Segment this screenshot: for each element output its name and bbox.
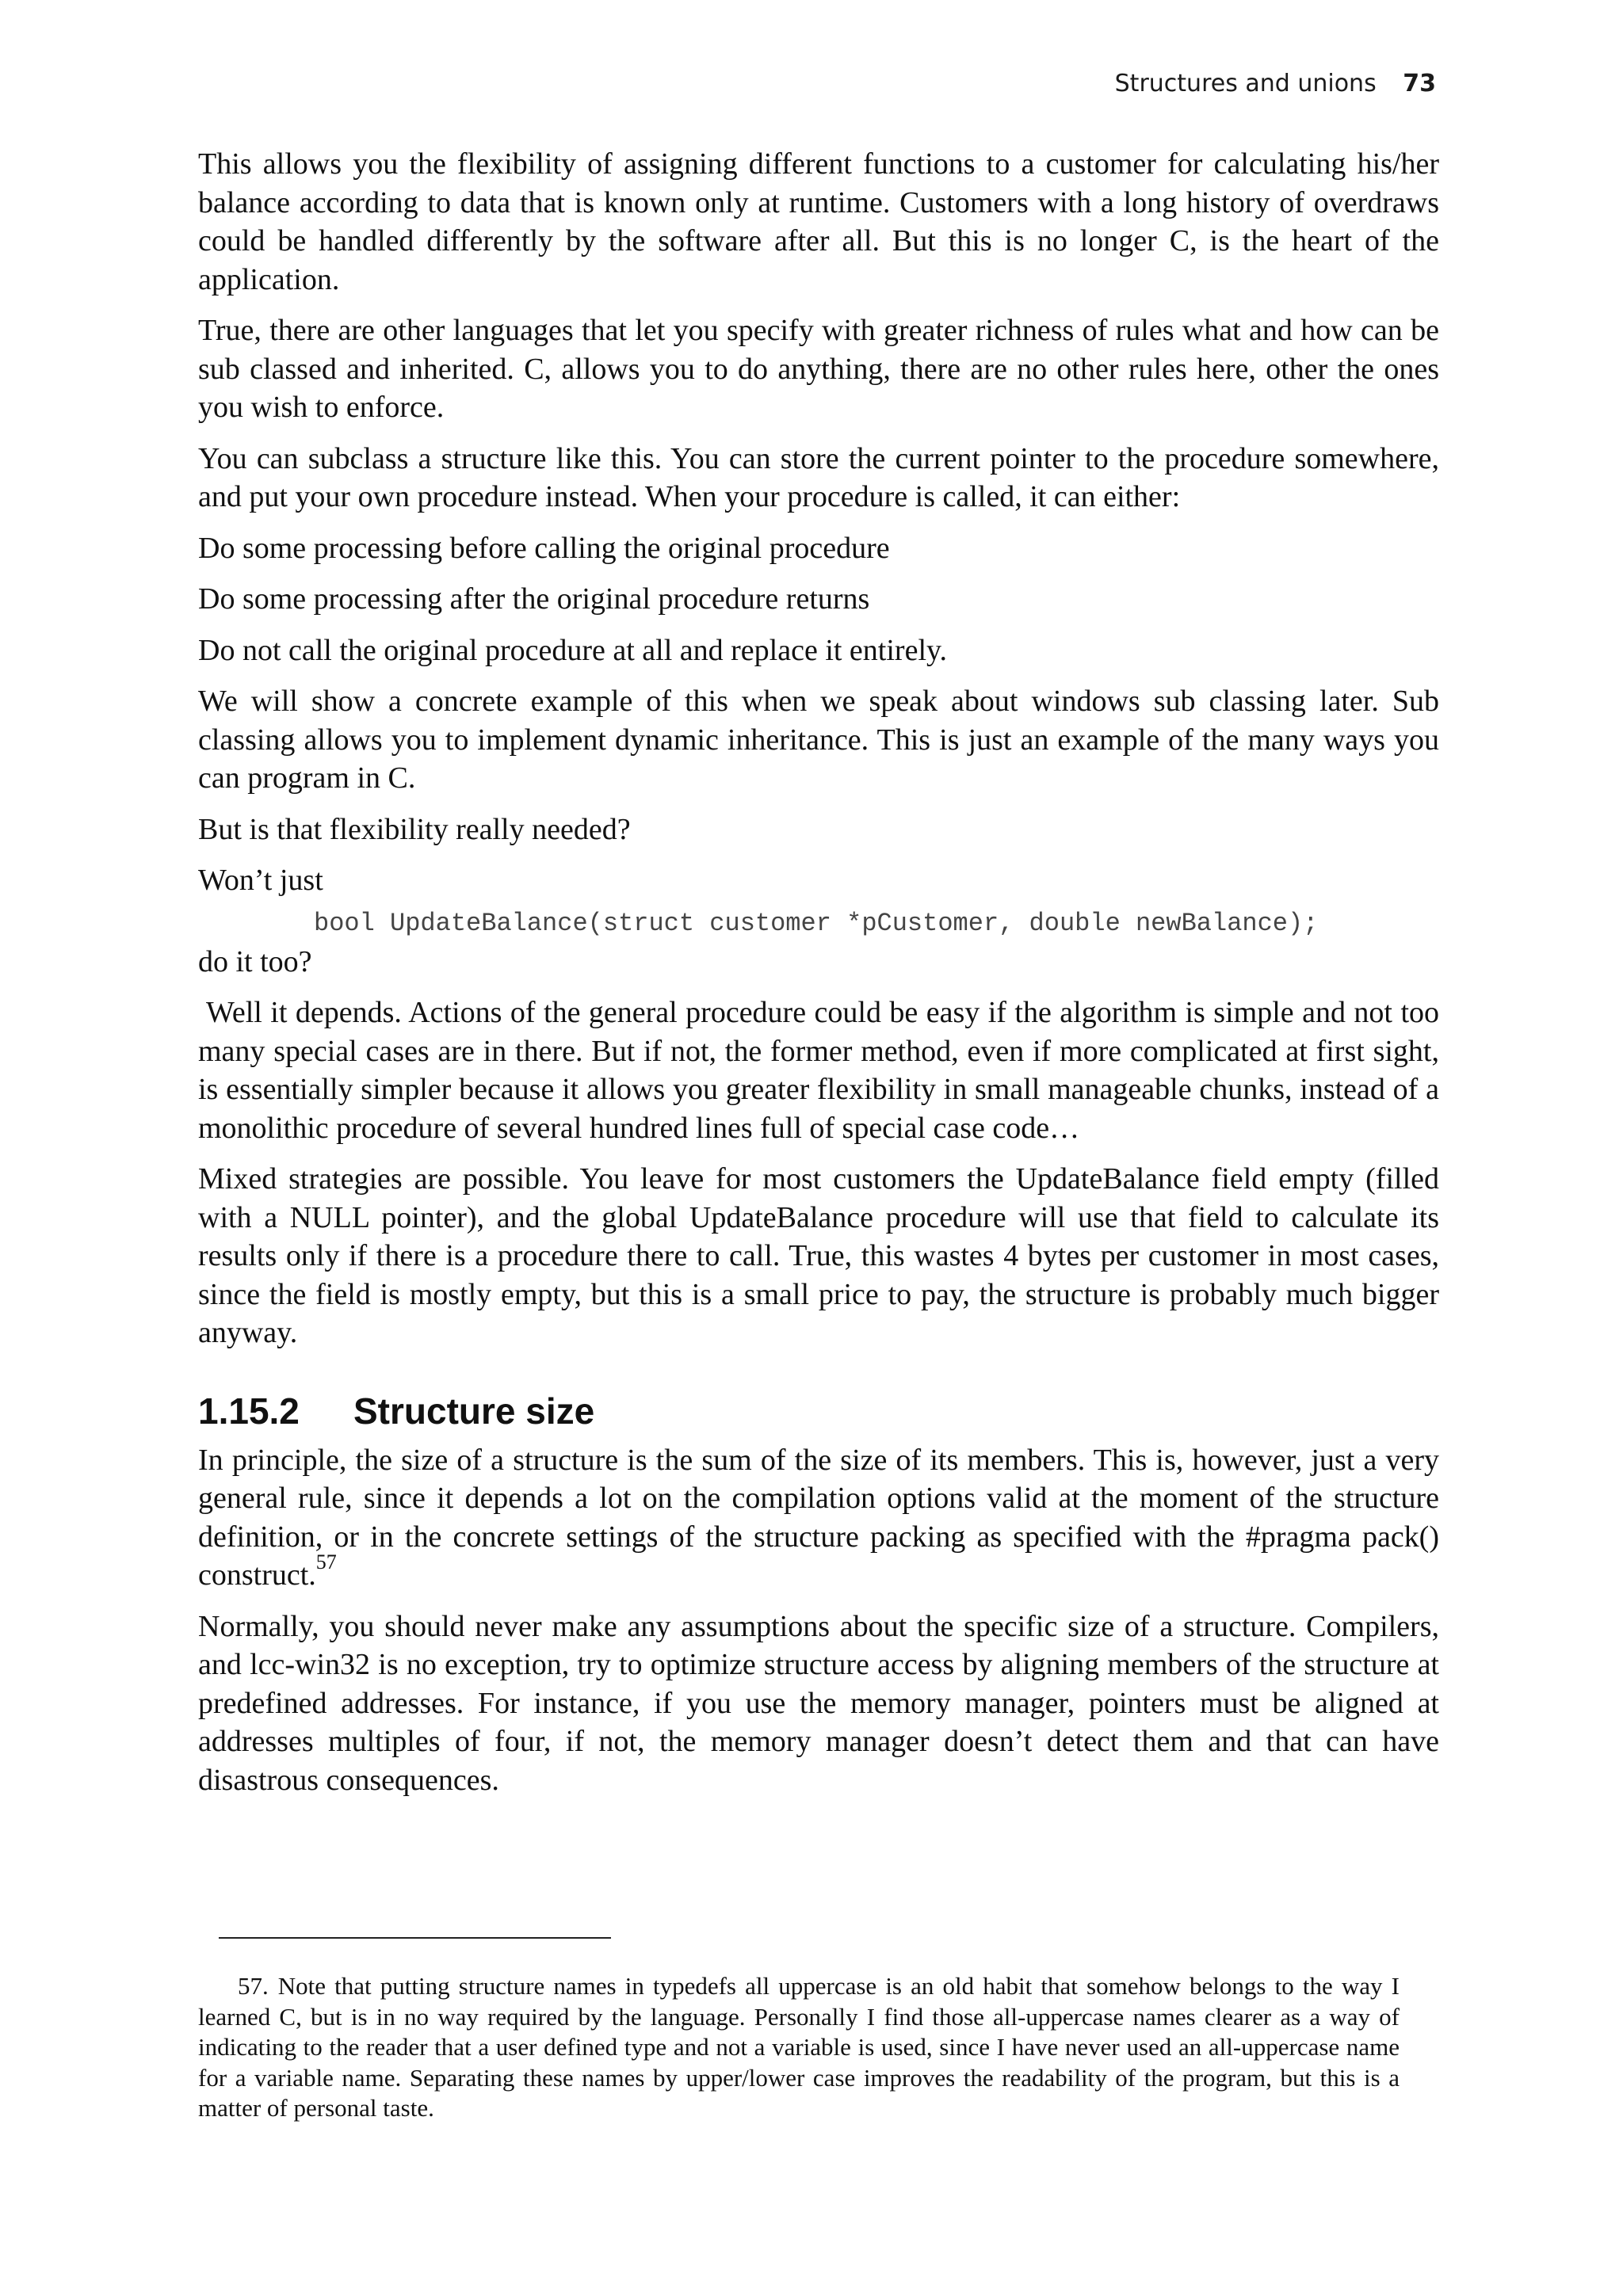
body-paragraph: We will show a concrete example of this when we speak about windows sub classing later. Sub classing allows you to implement dynamic inheritance. This is just an example of the many ways you can program in C. <box>198 685 1439 795</box>
footnote-reference[interactable]: 57 <box>315 1550 337 1574</box>
body-paragraph-text: In principle, the size of a structure is the sum of the size of its members. This is, however, just a very general rule, since it depends a lot on the compilation options valid at the moment of the structure definition, or in the concrete settings of the structure packing as specified with the #pragma pack() construct. <box>198 1443 1439 1592</box>
body-paragraph: do it too? <box>198 944 312 978</box>
section-number: 1.15.2 <box>198 1390 300 1432</box>
section-title: Structure size <box>353 1390 595 1432</box>
footnote-number: 57. <box>238 1972 269 2000</box>
running-header-title: Structures and unions <box>1114 70 1377 97</box>
list-line: Do not call the original procedure at all and replace it entirely. <box>198 633 948 667</box>
body-paragraph: This allows you the flexibility of assigning different functions to a customer for calculating his/her balance according to data that is known only at runtime. Customers with a long history of overdraws could be handled differently by the software after all. But this is no longer C, is the heart of the application. <box>198 147 1439 296</box>
page-number: 73 <box>1403 70 1436 97</box>
list-line: Do some processing before calling the original procedure <box>198 531 890 565</box>
body-paragraph: But is that flexibility really needed? <box>198 812 631 846</box>
body-paragraph: Normally, you should never make any assumptions about the specific size of a structure. Compilers, and lcc-win32 is no exception, try to optimize structure access by aligning members of the structure at predefined addresses. For instance, if you use the memory manager, pointers must be aligned at addresses multiples of four, if not, the memory manager doesn’t detect them and that can have disastrous consequences. <box>198 1609 1439 1797</box>
body-paragraph: You can subclass a structure like this. You can store the current pointer to the procedure somewhere, and put your own procedure instead. When your procedure is called, it can either: <box>198 441 1439 513</box>
footnote-separator <box>219 1937 611 1939</box>
running-header <box>1115 70 1436 97</box>
body-paragraph: Well it depends. Actions of the general procedure could be easy if the algorithm is simple and not too many special cases are in there. But if not, the former method, even if more complicated at first sight, is essentially simpler because it allows you greater flexibility in small manageable chunks, instead of a monolithic procedure of several hundred lines full of special case code… <box>198 996 1439 1145</box>
footnote-text: Note that putting structure names in typedefs all uppercase is an old habit that somehow belongs to the way I learned C, but is in no way required by the language. Personally I find those all-uppercase names clearer as a way of indicating to the reader that a user defined type and not a variable is used, since I have never used an all-uppercase name for a variable name. Separating these names by upper/lower case improves the readability of the program, but this is a matter of personal taste. <box>198 1972 1400 2122</box>
code-block: bool UpdateBalance(struct customer *pCustomer, double newBalance); <box>314 908 1319 938</box>
body-paragraph: True, there are other languages that let you specify with greater richness of rules what and how can be sub classed and inherited. C, allows you to do anything, there are no other rules here, other the ones you wish to enforce. <box>198 314 1439 424</box>
body-paragraph: Won’t just <box>198 864 323 897</box>
section-heading <box>198 1389 1439 1433</box>
body-paragraph <box>198 1441 1439 1595</box>
footnote <box>198 1971 1400 2124</box>
page-body <box>198 145 1439 1812</box>
list-line: Do some processing after the original procedure returns <box>198 582 870 616</box>
body-paragraph: Mixed strategies are possible. You leave for most customers the UpdateBalance field empty (filled with a NULL pointer), and the global UpdateBalance procedure will use that field to calculate its results only if there is a procedure there to call. True, this wastes 4 bytes per customer in most cases, since the field is mostly empty, but this is a small price to pay, the structure is probably much bigger anyway. <box>198 1162 1439 1349</box>
